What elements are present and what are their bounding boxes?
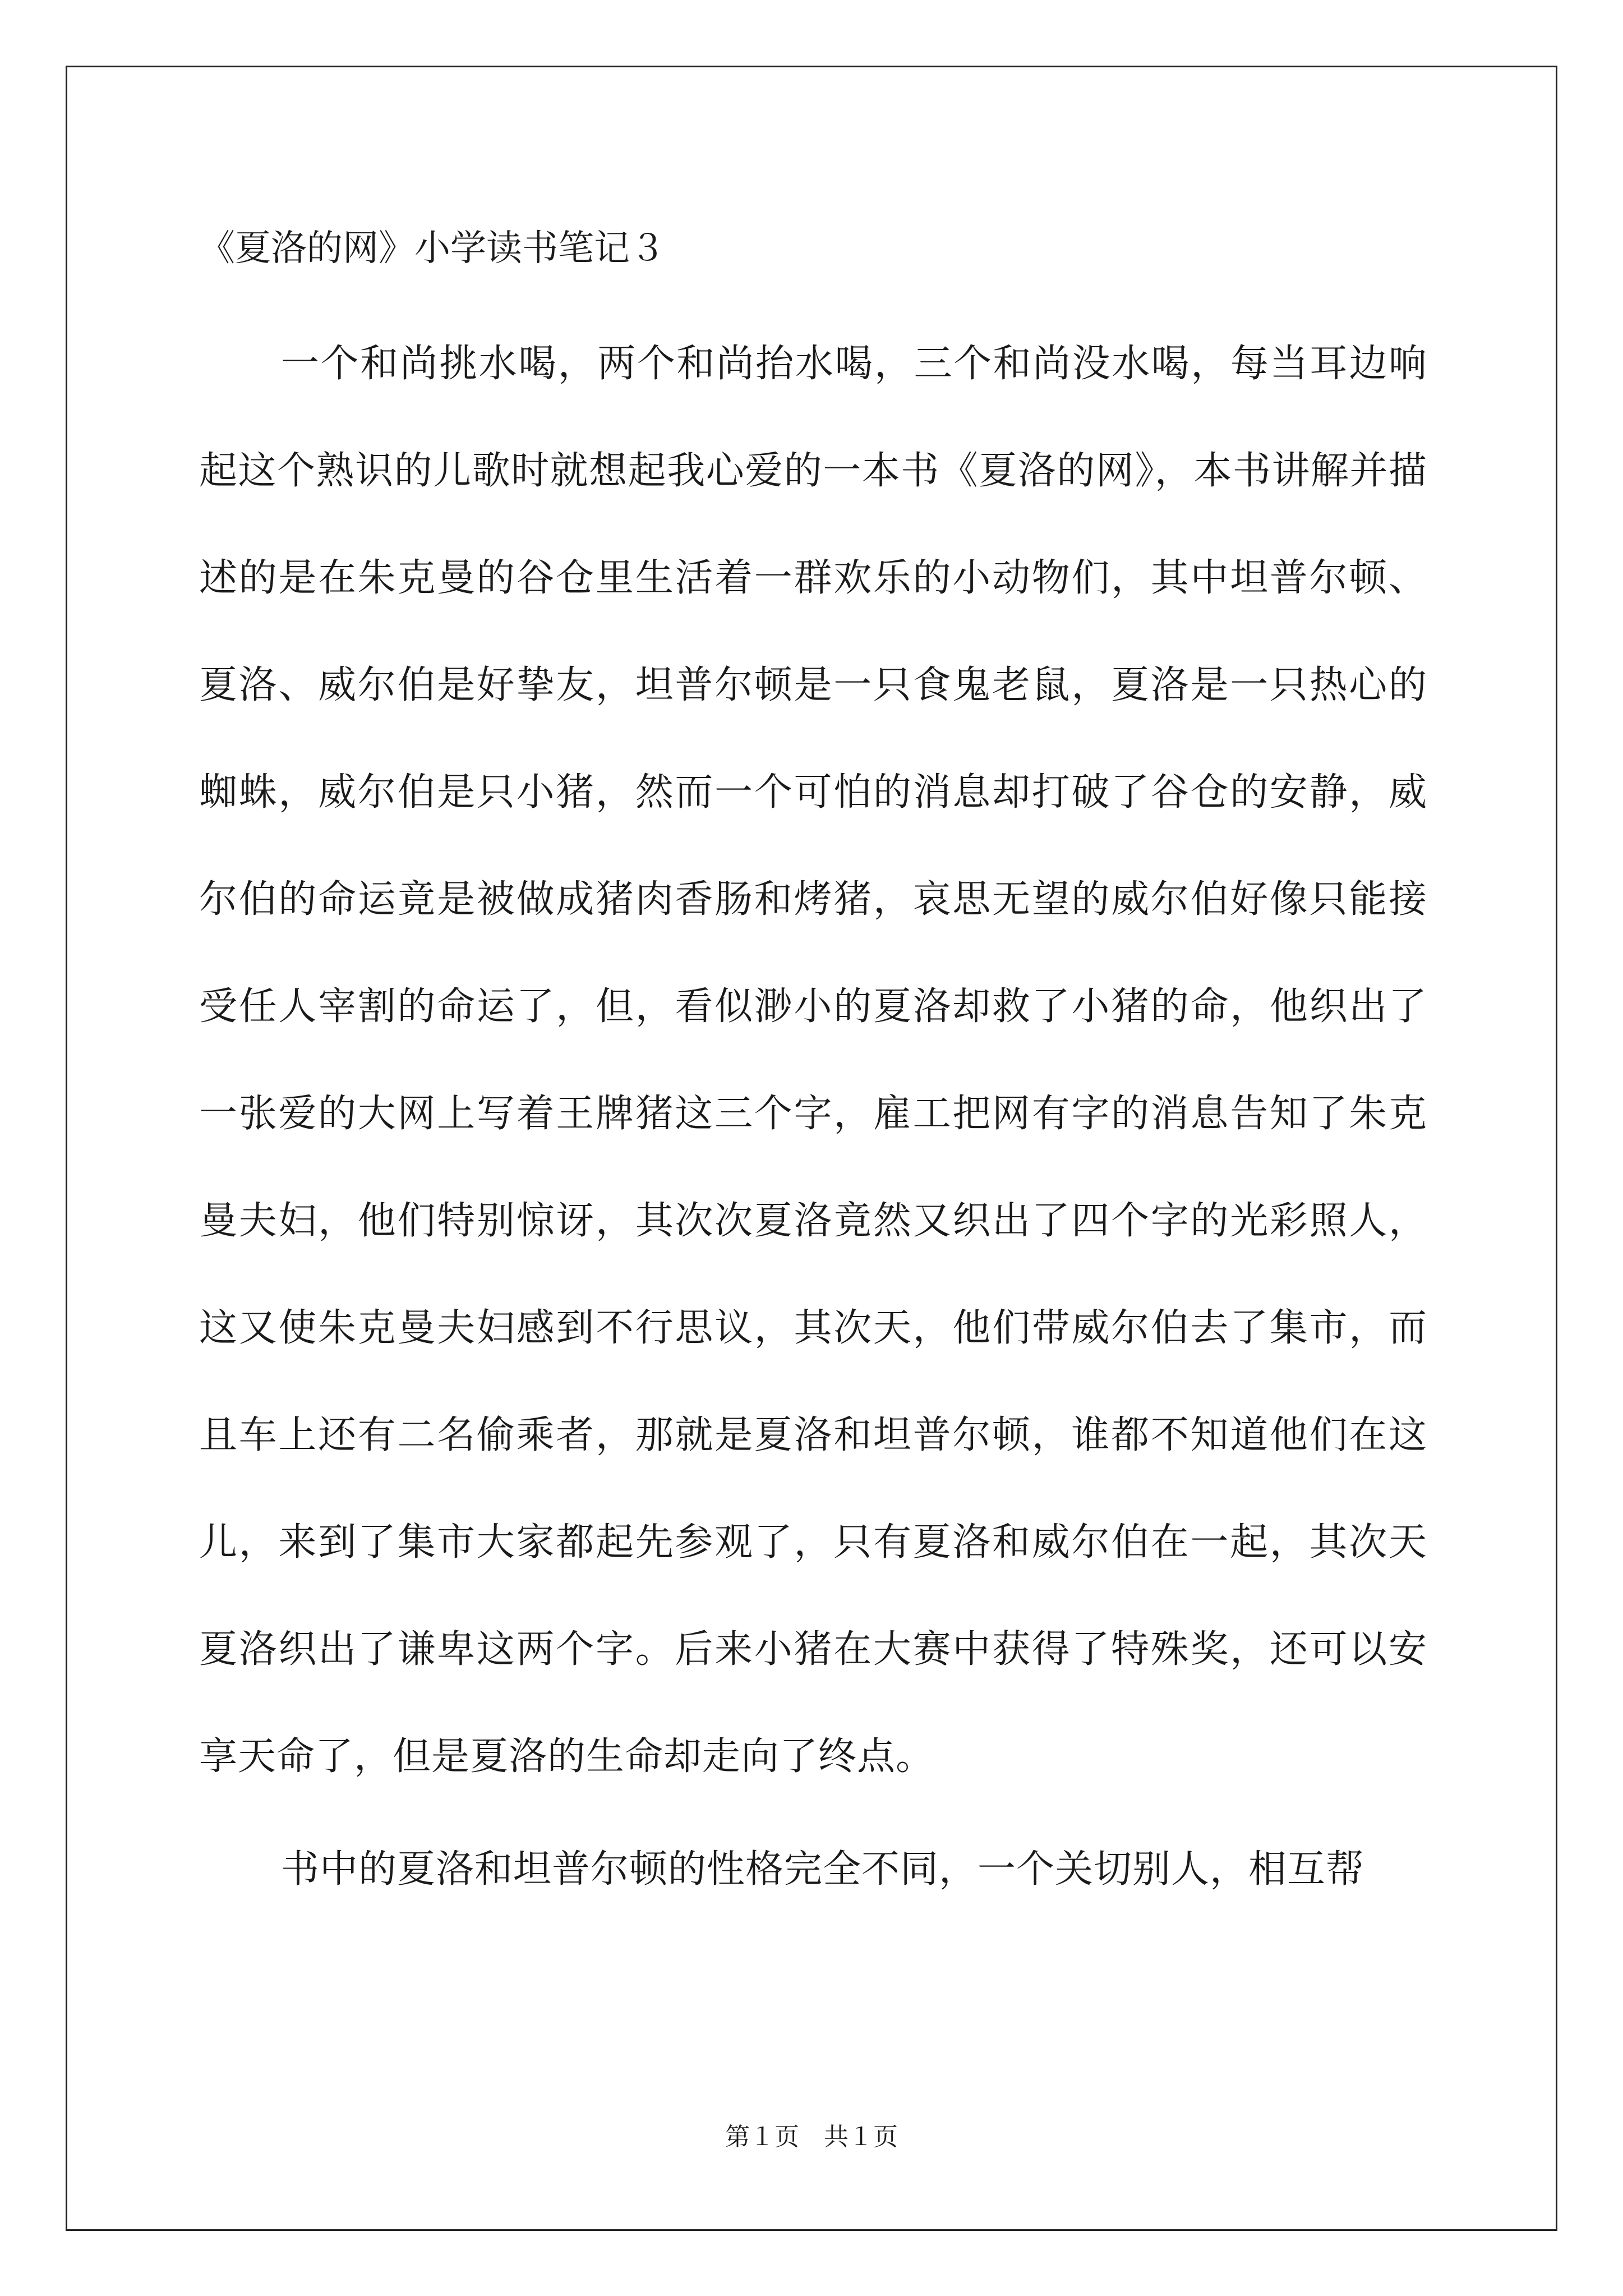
page-footer: 第１页 共１页: [725, 2123, 898, 2151]
document-title: 《夏洛的网》小学读书笔记３: [199, 228, 666, 269]
body-paragraph-1: 一个和尚挑水喝，两个和尚抬水喝，三个和尚没水喝，每当耳边响起这个熟识的儿歌时就想起我心爱的一本书《夏洛的网》，本书讲解并描述的是在朱克曼的谷仓里生活着一群欢乐的小动物们，其中坦普尔顿、夏洛、威尔伯是好挚友，坦普尔顿是一只食鬼老鼠，夏洛是一只热心的蜘蛛，威尔伯是只小猪，然而一个可怕的消息却打破了谷仓的安静，威尔伯的命运竟是被做成猪肉香肠和烤猪，哀思无望的威尔伯好像只能接受任人宰割的命运了，但，看似渺小的夏洛却救了小猪的命，他织出了一张爱的大网上写着王牌猪这三个字，雇工把网有字的消息告知了朱克曼夫妇，他们特别惊讶，其次次夏洛竟然又织出了四个字的光彩照人，这又使朱克曼夫妇感到不行思议，其次天，他们带威尔伯去了集市，而且车上还有二名偷乘者，那就是夏洛和坦普尔顿，谁都不知道他们在这儿，来到了集市大家都起先参观了，只有夏洛和威尔伯在一起，其次天夏洛织出了谦卑这两个字。后来小猪在大赛中获得了特殊奖，还可以安享天命了，但是夏洛的生命却走向了终点。: [199, 342, 1427, 1779]
document-body: [199, 222, 1427, 1923]
body-paragraph-2: 书中的夏洛和坦普尔顿的性格完全不同，一个关切别人，相互帮: [281, 1847, 1365, 1892]
